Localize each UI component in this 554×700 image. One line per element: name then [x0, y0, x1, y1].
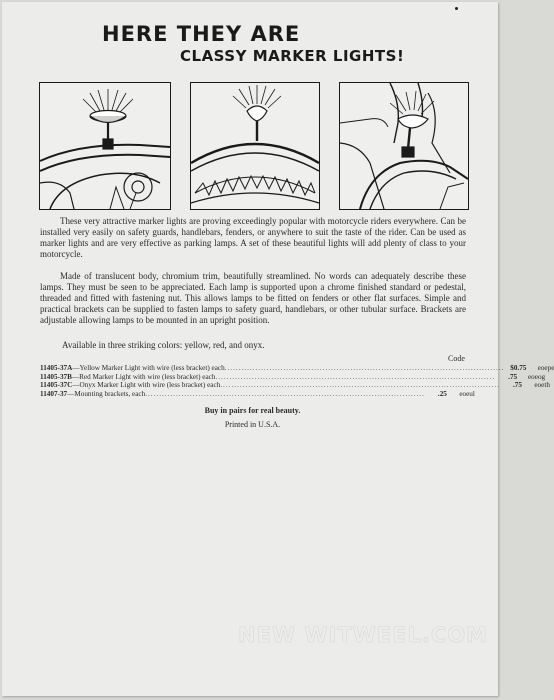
illustration-safety-guard-mount [339, 82, 469, 210]
subheadline: CLASSY MARKER LIGHTS! [180, 47, 405, 65]
printed-in-note: Printed in U.S.A. [224, 420, 281, 429]
part-number: 11405-37C [40, 381, 73, 390]
price-list-row [40, 364, 554, 373]
item-description: —Yellow Marker Light with wire (less bracket) each [72, 364, 225, 372]
illustration-handlebar-mount [39, 82, 171, 210]
dot-leader: .................................................................................................... [215, 372, 496, 381]
item-price: .75 [508, 372, 518, 381]
item-price: $0.75 [510, 364, 527, 372]
handlebar-lamp-drawing [40, 83, 170, 209]
fender-lamp-drawing [191, 83, 319, 209]
description-paragraph-1: These very attractive marker lights are proving exceedingly popular with motorcycle riders everywhere. Can be installed very easily on safety guards, handlebars, fenders, or anywhere to suit the taste of the rider. Can be used as marker lights and are very effective as parking lamps. A set of these beautiful lights will add plenty of class to your motorcycle. [40, 216, 466, 259]
price-list [40, 364, 554, 398]
tagline: Buy in pairs for real beauty. [204, 406, 301, 415]
dot-leader: .................................................................................................... [220, 381, 500, 390]
dot-leader: .................................................................................................... [224, 364, 505, 372]
headline: HERE THEY ARE [102, 22, 301, 46]
part-number: 11405-37B [40, 372, 72, 381]
item-price: .75 [512, 381, 522, 390]
order-code: eoeul [459, 389, 475, 398]
item-description: —Onyx Marker Light with wire (less bracket) each [72, 381, 221, 390]
item-description: —Mounting brackets, each [67, 389, 146, 398]
code-column-header: Code [448, 354, 465, 363]
item-price: .25 [437, 389, 447, 398]
order-code: eoeog [527, 372, 546, 381]
dot-leader: .................................................................................................... [145, 389, 425, 398]
illustration-fender-mount [190, 82, 320, 210]
price-list-row [40, 381, 550, 390]
description-paragraph-2: Made of translucent body, chromium trim, beautifully streamlined. No words can adequately describe these lamps. They must be seen to be appreciated. Each lamp is supported upon a chrome finished standard or pedestal, threaded and fitted with fastening nut. This allows lamps to be fitted on fenders or other flat surfaces. Simple and practical brackets can be supplied to fasten lamps to safety guard, handlebars, or other tubular surface. Brackets are adjustable allowing lamps to be mounted in an upright position. [40, 271, 466, 325]
print-speck [455, 7, 458, 10]
part-number: 11407-37 [40, 389, 68, 398]
order-code: eoepe [537, 364, 554, 372]
color-availability: Available in three striking colors: yellow, red, and onyx. [62, 340, 265, 350]
part-number: 11405-37A [40, 364, 73, 372]
watermark: NEW WITWEEL.COM [238, 623, 489, 647]
price-list-row [40, 389, 475, 399]
item-description: —Red Marker Light with wire (less bracket) each [71, 372, 216, 381]
safety-guard-lamp-drawing [340, 83, 468, 209]
price-list-row [40, 372, 546, 382]
catalog-page [2, 2, 554, 696]
order-code: eoeth [534, 381, 550, 390]
